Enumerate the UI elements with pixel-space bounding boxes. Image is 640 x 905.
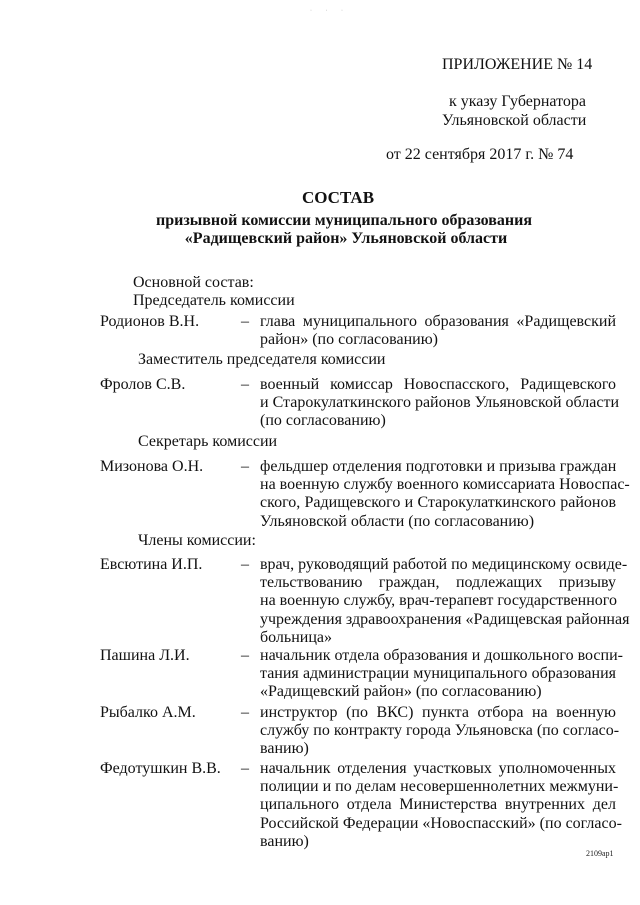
- position-line: начальник отдела образования и дошкольного воспи-: [260, 647, 623, 664]
- position-line: район» (по согласованию): [260, 331, 439, 349]
- position-line: фельдшер отделения подготовки и призыва граждан: [260, 458, 617, 475]
- position-line: начальник отделения участковых уполномоченных: [260, 760, 616, 777]
- section-deputy: Заместитель председателя комиссии: [138, 351, 386, 368]
- position-line: Российской Федерации «Новоспасский» (по согласо-: [260, 814, 622, 832]
- dash-separator: –: [241, 376, 249, 393]
- position-line: полиции и по делам несовершеннолетних межмуни-: [260, 778, 619, 796]
- section-members: Члены комиссии:: [138, 532, 256, 549]
- position-line: на военную службу, врач-терапевт государственного: [260, 592, 617, 610]
- dash-separator: –: [241, 458, 249, 475]
- position-line: больница»: [260, 628, 332, 646]
- member-name: Мизонова О.Н.: [100, 458, 204, 475]
- member-position: [260, 556, 630, 647]
- section-secretary: Секретарь комиссии: [138, 433, 278, 450]
- position-line: «Радищевский район» (по согласованию): [260, 683, 542, 701]
- position-line: Ульяновской области (по согласованию): [260, 512, 535, 530]
- document-title-line1: призывной комиссии муниципального образования: [155, 212, 533, 229]
- section-main-composition: Основной состав:: [133, 274, 254, 291]
- member-position: [260, 376, 620, 431]
- document-title-line2: «Радищевский район» Ульяновской области: [184, 230, 508, 247]
- position-line: военный комиссар Новоспасского, Радищевского: [260, 376, 616, 393]
- position-line: инструктор (по ВКС) пункта отбора на военную: [260, 704, 616, 721]
- position-line: тания администрации муниципального образования: [260, 665, 616, 683]
- member-position: [260, 760, 622, 851]
- position-line: ского, Радищевского и Старокулаткинского районов: [260, 494, 616, 512]
- position-line: учреждения здравоохранения «Радищевская районная: [260, 610, 630, 628]
- decree-date: от 22 сентября 2017 г. № 74: [386, 146, 574, 163]
- position-line: ципального отдела Министерства внутренних дел: [260, 796, 616, 814]
- section-chair: Председатель комиссии: [133, 292, 295, 309]
- position-line: врач, руководящий работой по медицинскому освиде-: [260, 556, 628, 573]
- member-name: Евсютина И.П.: [100, 556, 203, 573]
- position-line: службу по контракту города Ульяновска (по согласо-: [260, 722, 620, 740]
- member-position: [260, 458, 630, 531]
- position-line: (по согласованию): [260, 412, 386, 430]
- position-line: на военную службу военного комиссариата Новоспас-: [260, 476, 630, 494]
- member-position: [260, 313, 616, 349]
- member-name: Федотушкин В.В.: [100, 760, 221, 777]
- member-name: Фролов С.В.: [100, 376, 186, 393]
- position-line: ванию): [260, 740, 309, 758]
- dash-separator: –: [241, 704, 249, 721]
- member-name: Пашина Л.И.: [100, 647, 190, 664]
- position-line: глава муниципального образования «Радищевский: [260, 313, 616, 330]
- scan-specks: · · ·: [310, 8, 349, 14]
- dash-separator: –: [241, 313, 249, 330]
- member-name: Родионов В.Н.: [100, 313, 200, 330]
- document-code: 2109ap1: [586, 849, 614, 858]
- decree-reference-line1: к указу Губернатора: [449, 93, 586, 110]
- member-position: [260, 704, 620, 759]
- position-line: и Старокулаткинского районов Ульяновской области: [260, 394, 620, 412]
- dash-separator: –: [241, 556, 249, 573]
- decree-reference-line2: Ульяновской области: [442, 112, 587, 129]
- dash-separator: –: [241, 760, 249, 777]
- dash-separator: –: [241, 647, 249, 664]
- appendix-number: ПРИЛОЖЕНИЕ № 14: [442, 56, 593, 73]
- document-heading: СОСТАВ: [301, 188, 375, 207]
- member-position: [260, 647, 623, 702]
- position-line: тельствованию граждан, подлежащих призыву: [260, 574, 616, 592]
- member-name: Рыбалко А.М.: [100, 704, 196, 721]
- position-line: ванию): [260, 832, 309, 850]
